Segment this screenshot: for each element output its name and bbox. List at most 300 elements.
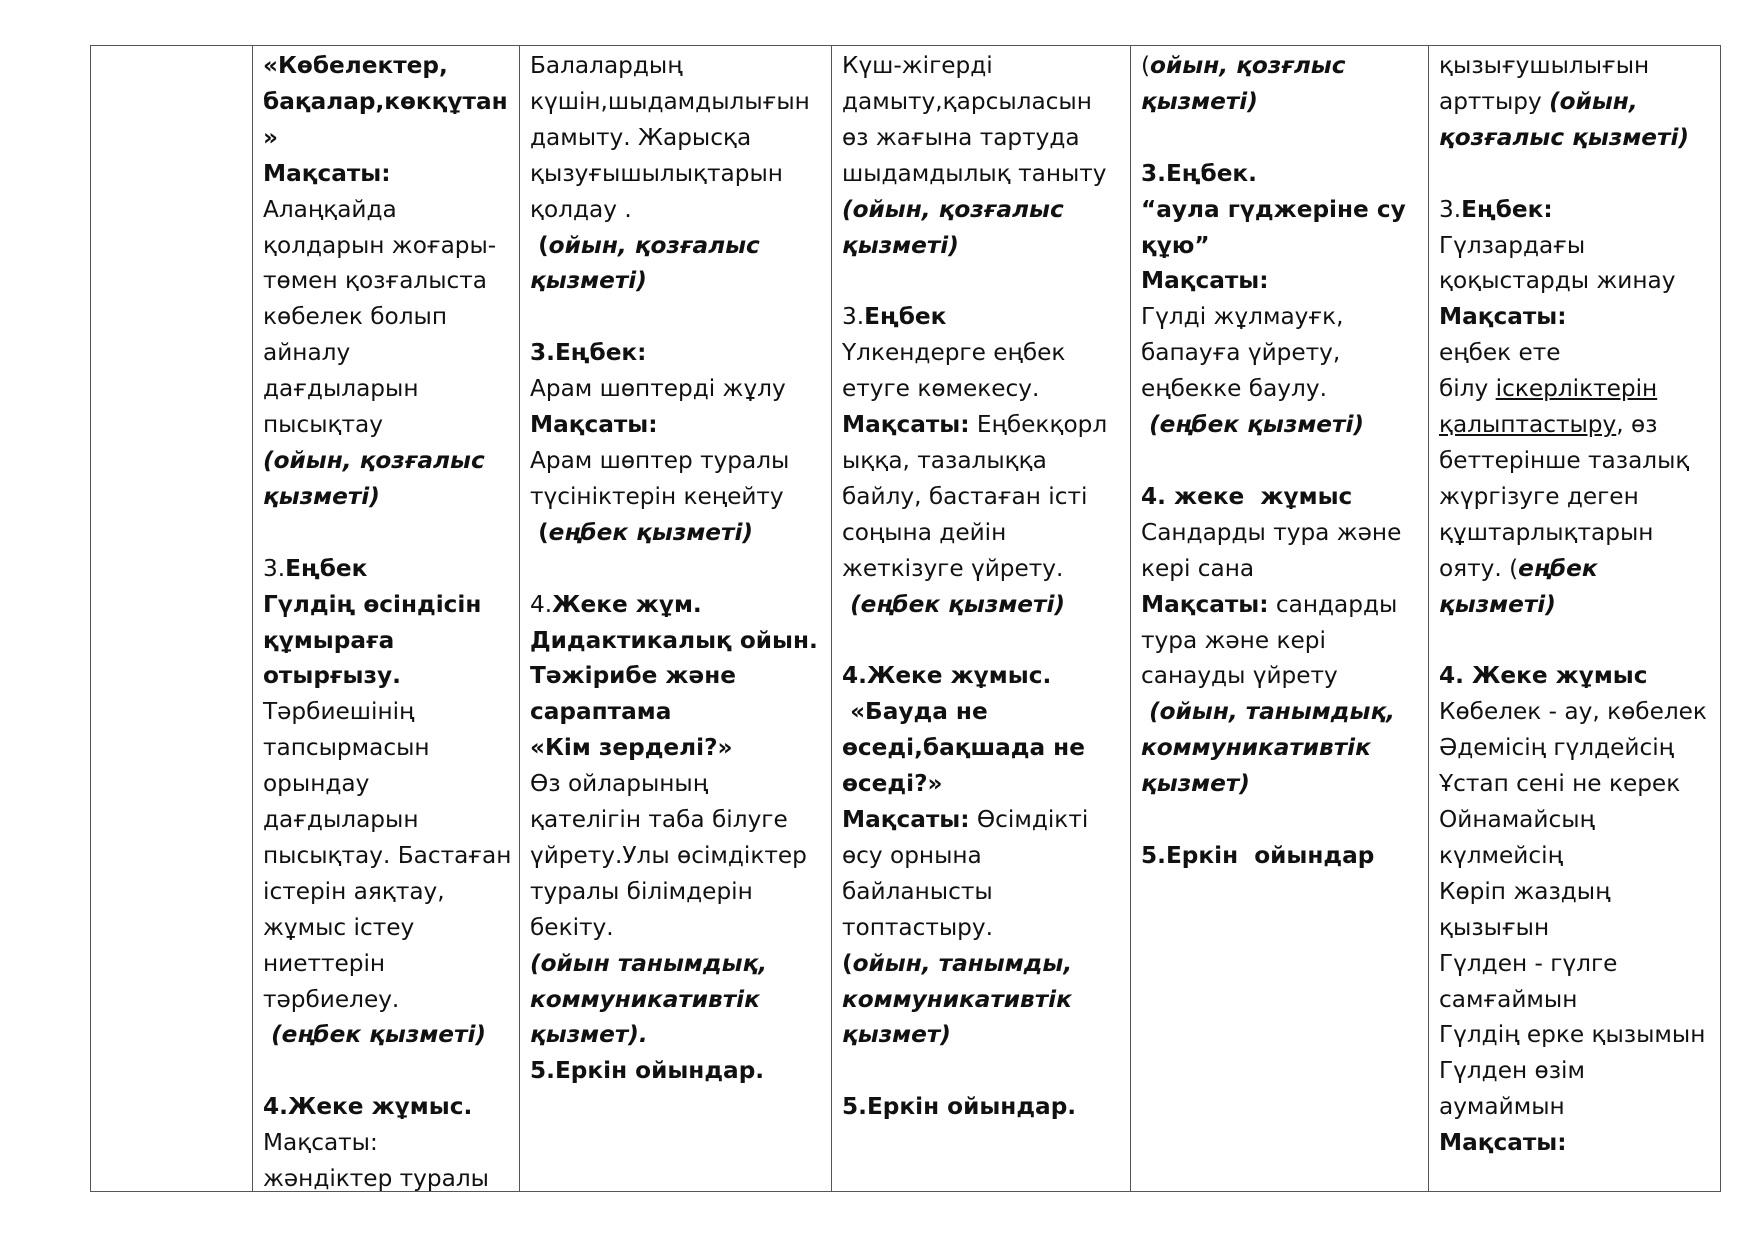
text-run: өседі,бақшада не xyxy=(842,734,1085,762)
text-run: қызмет). xyxy=(530,1021,648,1049)
text-run: Көбелек - ау, көбелек xyxy=(1439,698,1707,726)
text-run: қызметі) xyxy=(263,482,380,510)
text-run: Еңбекқорл xyxy=(969,411,1108,439)
text-run: қызығушылығын xyxy=(1439,52,1650,79)
text-run: бекіту. xyxy=(530,913,614,941)
text-run: Өсімдікті xyxy=(969,806,1089,834)
cell-line xyxy=(263,120,519,156)
cell-line xyxy=(530,802,831,838)
text-run: ( xyxy=(1141,52,1151,79)
text-run: етуге көмекесу. xyxy=(842,375,1040,403)
text-run: беттерінше тазалық xyxy=(1439,446,1690,474)
text-run: Еңбек xyxy=(864,303,947,331)
cell-line xyxy=(530,156,831,192)
text-run: тапсырмасын xyxy=(263,734,430,762)
table-column xyxy=(1130,46,1428,1191)
cell-line xyxy=(263,694,519,730)
text-run: байланысты xyxy=(842,877,993,905)
text-run: іскерліктерін xyxy=(1495,375,1658,403)
cell-line xyxy=(530,658,831,694)
text-run: қызмет) xyxy=(842,1021,951,1049)
cell-line xyxy=(1141,84,1428,120)
text-run: тәрбиелеу. xyxy=(263,985,400,1013)
cell-line xyxy=(263,1125,519,1161)
text-run: Мақсаты: xyxy=(842,806,970,834)
cell-line xyxy=(842,335,1130,371)
cell-line xyxy=(1141,658,1428,694)
text-run: 4.Жеке жұмыс. xyxy=(263,1093,473,1121)
cell-line xyxy=(842,623,1130,659)
cell-line xyxy=(530,228,831,264)
cell-line xyxy=(1439,192,1722,228)
cell-line xyxy=(263,1089,519,1125)
cell-line xyxy=(1439,1089,1722,1125)
text-run: Мақсаты: xyxy=(263,1129,378,1157)
text-run: сандарды xyxy=(1268,590,1398,618)
cell-line xyxy=(1439,982,1722,1018)
text-run: қызығын xyxy=(1439,913,1550,941)
cell-line xyxy=(842,228,1130,264)
cell-line xyxy=(1439,838,1722,874)
cell-line xyxy=(263,228,519,264)
text-run: шыдамдылық таныту xyxy=(842,159,1107,187)
text-run: орындау xyxy=(263,770,370,798)
text-run: қызметі) xyxy=(1141,87,1258,115)
cell-line xyxy=(263,299,519,335)
text-run: туралы білімдерін xyxy=(530,877,753,905)
cell-line xyxy=(263,407,519,443)
cell-line xyxy=(1141,120,1428,156)
text-run: Мақсаты: xyxy=(1141,590,1269,618)
cell-line xyxy=(530,838,831,874)
text-run: Мақсаты: xyxy=(1439,303,1567,331)
cell-line xyxy=(530,263,831,299)
cell-line xyxy=(530,730,831,766)
cell-line xyxy=(1439,658,1722,694)
cell-line xyxy=(263,84,519,120)
cell-line xyxy=(263,1053,519,1089)
text-run: ойын, қозғлыс xyxy=(1150,52,1346,79)
cell-line xyxy=(530,1053,831,1089)
text-run: еңбек ете xyxy=(1439,339,1561,367)
text-run: кері сана xyxy=(1141,554,1255,582)
cell-line xyxy=(263,371,519,407)
text-run: қозғалыс қызметі) xyxy=(1439,123,1689,151)
cell-line xyxy=(530,766,831,802)
text-run: Алаңқайда xyxy=(263,195,397,223)
text-run: қызуғышылықтарын xyxy=(530,159,783,187)
cell-line xyxy=(842,48,1130,84)
cell-line xyxy=(842,910,1130,946)
cell-line xyxy=(530,443,831,479)
cell-line xyxy=(842,263,1130,299)
text-run: Мақсаты: xyxy=(263,159,391,187)
text-run: қоқыстарды жинау xyxy=(1439,267,1676,295)
text-run: » xyxy=(263,123,278,151)
cell-line xyxy=(842,1053,1130,1089)
cell-line xyxy=(530,48,831,84)
cell-line xyxy=(842,443,1130,479)
text-run: Гүлзардағы xyxy=(1439,231,1586,259)
cell-line xyxy=(842,1089,1130,1125)
text-run: өсу орнына xyxy=(842,841,982,869)
cell-line xyxy=(1439,551,1722,587)
cell-line xyxy=(1439,479,1722,515)
text-run: қызметі) xyxy=(530,267,647,295)
cell-line xyxy=(530,874,831,910)
cell-line xyxy=(530,587,831,623)
cell-line xyxy=(263,335,519,371)
cell-line xyxy=(842,120,1130,156)
plan-table xyxy=(90,45,1721,1192)
cell-line xyxy=(1141,299,1428,335)
cell-line xyxy=(842,371,1130,407)
text-run: Сандарды тура және xyxy=(1141,518,1402,546)
cell-line xyxy=(263,587,519,623)
text-run: 5.Еркін ойындар. xyxy=(842,1093,1077,1121)
cell-line xyxy=(842,1017,1130,1053)
cell-line xyxy=(263,802,519,838)
cell-line xyxy=(842,694,1130,730)
text-run: ( xyxy=(530,231,549,259)
text-run: байлу, бастаған істі xyxy=(842,482,1088,510)
cell-line xyxy=(530,623,831,659)
cell-line xyxy=(842,802,1130,838)
text-run: 3.Еңбек. xyxy=(1141,159,1257,187)
cell-line xyxy=(842,515,1130,551)
text-run: 3.Еңбек: xyxy=(530,339,647,367)
cell-line xyxy=(1141,48,1428,84)
cell-line xyxy=(1141,156,1428,192)
text-run: «Көбелектер, xyxy=(263,52,448,79)
cell-line xyxy=(530,515,831,551)
cell-line xyxy=(842,658,1130,694)
cell-line xyxy=(1439,371,1722,407)
cell-line xyxy=(263,658,519,694)
cell-line xyxy=(1141,551,1428,587)
text-run: аумаймын xyxy=(1439,1093,1565,1121)
text-run: Тәрбиешінің xyxy=(263,698,415,726)
text-run: күшін,шыдамдылығын xyxy=(530,87,810,115)
text-run: еңбекке баулу. xyxy=(1141,375,1327,403)
text-run: (ойын, қозғалыс xyxy=(842,195,1064,223)
cell-line xyxy=(263,192,519,228)
text-run: тура және кері xyxy=(1141,626,1326,654)
cell-line xyxy=(842,587,1130,623)
text-run: бақалар,көкқұтан xyxy=(263,87,508,115)
cell-line xyxy=(263,874,519,910)
text-run: қалыптастыру xyxy=(1439,411,1617,439)
cell-line xyxy=(842,946,1130,982)
cell-line xyxy=(1141,838,1428,874)
table-column xyxy=(91,46,252,1191)
cell-line xyxy=(1439,623,1722,659)
cell-line xyxy=(1141,623,1428,659)
text-run: «Кім зерделі?» xyxy=(530,734,733,762)
cell-line xyxy=(263,838,519,874)
text-run: Арам шөптерді жұлу xyxy=(530,375,786,403)
text-run: санауды үйрету xyxy=(1141,662,1338,690)
text-run: соңына дейін xyxy=(842,518,1007,546)
cell-line xyxy=(1439,694,1722,730)
text-run: (еңбек қызметі) xyxy=(842,590,1065,618)
text-run: (еңбек қызметі) xyxy=(1141,411,1364,439)
cell-line xyxy=(1439,263,1722,299)
text-run: айналу xyxy=(263,339,351,367)
text-run: Мақсаты: xyxy=(1439,1129,1567,1157)
text-run: 4. xyxy=(530,590,553,618)
cell-line xyxy=(263,443,519,479)
cell-line xyxy=(1439,228,1722,264)
cell-line xyxy=(1141,694,1428,730)
text-run: құю” xyxy=(1141,231,1210,259)
text-run: ( xyxy=(842,949,853,977)
text-run: Ұстап сені не керек xyxy=(1439,770,1681,798)
cell-line xyxy=(530,479,831,515)
text-run: қызметі) xyxy=(842,231,959,259)
cell-line xyxy=(263,910,519,946)
text-run: жұмыс істеу xyxy=(263,913,415,941)
text-run: өседі?» xyxy=(842,770,943,798)
table-column xyxy=(1428,46,1722,1191)
cell-line xyxy=(1439,766,1722,802)
text-run: Мақсаты: xyxy=(530,411,658,439)
cell-line xyxy=(263,623,519,659)
text-run: 4.Жеке жұмыс. xyxy=(842,662,1052,690)
table-column xyxy=(831,46,1130,1191)
cell-line xyxy=(1439,120,1722,156)
text-run: түсініктерін кеңейту xyxy=(530,482,784,510)
cell-line xyxy=(530,551,831,587)
cell-line xyxy=(1141,766,1428,802)
text-run: Арам шөптер туралы xyxy=(530,446,790,474)
text-run: Балалардың xyxy=(530,52,683,79)
text-run: 3. xyxy=(263,554,286,582)
cell-line xyxy=(263,48,519,84)
text-run: еңбек қызметі) xyxy=(548,518,753,546)
cell-line xyxy=(1439,84,1722,120)
text-run: қызмет) xyxy=(1141,770,1250,798)
cell-line xyxy=(1141,802,1428,838)
text-run: құштарлықтарын xyxy=(1439,518,1654,546)
text-run: істерін аяқтау, xyxy=(263,877,445,905)
text-run: жүргізуге деген xyxy=(1439,482,1639,510)
text-run: ояту. ( xyxy=(1439,554,1519,582)
cell-line xyxy=(263,551,519,587)
cell-line xyxy=(1141,335,1428,371)
cell-line xyxy=(842,766,1130,802)
cell-line xyxy=(530,84,831,120)
cell-line xyxy=(842,156,1130,192)
text-run: Үлкендерге еңбек xyxy=(842,339,1066,367)
cell-line xyxy=(530,910,831,946)
cell-line xyxy=(842,479,1130,515)
cell-line xyxy=(263,515,519,551)
cell-line xyxy=(1439,407,1722,443)
text-run: ыққа, тазалыққа xyxy=(842,446,1047,474)
cell-line xyxy=(1439,443,1722,479)
text-run: 3. xyxy=(842,303,865,331)
cell-line xyxy=(263,1161,519,1191)
cell-line xyxy=(1439,1053,1722,1089)
text-run: қолдау . xyxy=(530,195,632,223)
text-run: (ойын, xyxy=(1549,87,1638,115)
cell-line xyxy=(1141,515,1428,551)
text-run: (ойын, танымдық, xyxy=(1141,698,1395,726)
text-run: Гүлден өзім xyxy=(1439,1057,1585,1085)
table-column xyxy=(519,46,831,1191)
text-run: (еңбек қызметі) xyxy=(263,1021,486,1049)
cell-line xyxy=(1439,48,1722,84)
text-run: пысықтау xyxy=(263,411,383,439)
cell-line xyxy=(1439,587,1722,623)
text-run: күлмейсің xyxy=(1439,841,1563,869)
text-run: қолдарын жоғары- xyxy=(263,231,497,259)
text-run: (ойын танымдық, xyxy=(530,949,768,977)
text-run: Гүлден - гүлге xyxy=(1439,949,1618,977)
cell-line xyxy=(263,730,519,766)
cell-line xyxy=(530,192,831,228)
text-run: пысықтау. Бастаған xyxy=(263,841,512,869)
text-run: дағдыларын xyxy=(263,806,419,834)
text-run: “аула гүджеріне су xyxy=(1141,195,1406,223)
text-run: өз жағына тартуда xyxy=(842,123,1080,151)
text-run: дамыту,қарсыласын xyxy=(842,87,1092,115)
text-run: Ойнамайсың xyxy=(1439,806,1595,834)
cell-line xyxy=(842,84,1130,120)
text-run: отырғызу. xyxy=(263,662,401,690)
cell-line xyxy=(1439,946,1722,982)
text-run: коммуникативтік xyxy=(842,985,1072,1013)
text-run: дамыту. Жарысқа xyxy=(530,123,752,151)
cell-line xyxy=(842,192,1130,228)
text-run: үйрету.Улы өсімдіктер xyxy=(530,841,807,869)
text-run: бапауға үйрету, xyxy=(1141,339,1341,367)
cell-line xyxy=(263,946,519,982)
text-run: Дидактикалық ойын. xyxy=(530,626,818,654)
text-run: Гүлдің ерке қызымын xyxy=(1439,1021,1706,1049)
cell-line xyxy=(842,874,1130,910)
text-run: 5.Еркін ойындар. xyxy=(530,1057,765,1085)
cell-line xyxy=(1439,874,1722,910)
cell-line xyxy=(263,766,519,802)
text-run: 5.Еркін ойындар xyxy=(1141,841,1375,869)
text-run: төмен қозғалыста xyxy=(263,267,487,295)
text-run: дағдыларын xyxy=(263,375,419,403)
text-run: қызметі) xyxy=(1439,590,1556,618)
text-run: жәндіктер туралы xyxy=(263,1165,489,1191)
cell-line xyxy=(1439,515,1722,551)
cell-line xyxy=(842,299,1130,335)
cell-line xyxy=(1439,299,1722,335)
cell-line xyxy=(842,982,1130,1018)
cell-line xyxy=(1141,407,1428,443)
text-run: ниеттерін xyxy=(263,949,386,977)
text-run: еңбек xyxy=(1518,554,1598,582)
cell-line xyxy=(1439,802,1722,838)
cell-line xyxy=(263,263,519,299)
cell-line xyxy=(530,1017,831,1053)
text-run: құмыраға xyxy=(263,626,395,654)
text-run: самғаймын xyxy=(1439,985,1578,1013)
cell-line xyxy=(1141,263,1428,299)
cell-line xyxy=(263,1017,519,1053)
cell-line xyxy=(530,299,831,335)
cell-line xyxy=(530,120,831,156)
text-run: арттыру xyxy=(1439,87,1550,115)
text-run: топтастыру. xyxy=(842,913,993,941)
text-run: 4. Жеке жұмыс xyxy=(1439,662,1648,690)
text-run: Өз ойларының xyxy=(530,770,709,798)
text-run: Әдемісің гүлдейсің xyxy=(1439,734,1674,762)
cell-line xyxy=(1439,1017,1722,1053)
text-run: Көріп жаздың xyxy=(1439,877,1611,905)
cell-line xyxy=(842,407,1130,443)
text-run: жеткізуге үйрету. xyxy=(842,554,1064,582)
text-run: сараптама xyxy=(530,698,672,726)
text-run: коммуникативтік xyxy=(1141,734,1371,762)
text-run: Еңбек: xyxy=(1461,195,1553,223)
cell-line xyxy=(1439,730,1722,766)
cell-line xyxy=(842,551,1130,587)
cell-line xyxy=(530,371,831,407)
cell-line xyxy=(263,479,519,515)
cell-line xyxy=(842,730,1130,766)
cell-line xyxy=(530,407,831,443)
cell-line xyxy=(1141,192,1428,228)
cell-line xyxy=(1141,443,1428,479)
text-run: «Бауда не xyxy=(842,698,988,726)
text-run: Гүлді жұлмауғк, xyxy=(1141,303,1344,331)
cell-line xyxy=(530,982,831,1018)
cell-line xyxy=(1439,910,1722,946)
cell-line xyxy=(1141,730,1428,766)
cell-line xyxy=(1141,371,1428,407)
text-run: 4. жеке жұмыс xyxy=(1141,482,1353,510)
cell-line xyxy=(530,335,831,371)
text-run: ойын, қозғалыс xyxy=(548,231,760,259)
text-run: Жеке жұм. xyxy=(552,590,702,618)
text-run: Еңбек xyxy=(285,554,368,582)
cell-line xyxy=(530,694,831,730)
cell-line xyxy=(1141,479,1428,515)
cell-line xyxy=(842,838,1130,874)
cell-line xyxy=(1141,587,1428,623)
text-run: 3. xyxy=(1439,195,1462,223)
text-run: көбелек болып xyxy=(263,303,447,331)
text-run: Мақсаты: xyxy=(842,411,970,439)
text-run: білу xyxy=(1439,375,1496,403)
cell-line xyxy=(1439,335,1722,371)
cell-line xyxy=(1439,1125,1722,1161)
cell-line xyxy=(263,982,519,1018)
text-run: ( xyxy=(530,518,549,546)
text-run: ойын, танымды, xyxy=(852,949,1073,977)
text-run: қателігін таба білуге xyxy=(530,806,788,834)
text-run: Мақсаты: xyxy=(1141,267,1269,295)
text-run: Гүлдің өсіндісін xyxy=(263,590,482,618)
cell-line xyxy=(1141,228,1428,264)
text-run: коммуникативтік xyxy=(530,985,760,1013)
text-run: Тәжірибе және xyxy=(530,662,736,690)
cell-line xyxy=(263,156,519,192)
cell-line xyxy=(1439,156,1722,192)
text-run: Күш-жігерді xyxy=(842,52,993,79)
table-column xyxy=(252,46,519,1191)
text-run: (ойын, қозғалыс xyxy=(263,446,485,474)
text-run: , өз xyxy=(1616,411,1658,439)
cell-line xyxy=(530,946,831,982)
